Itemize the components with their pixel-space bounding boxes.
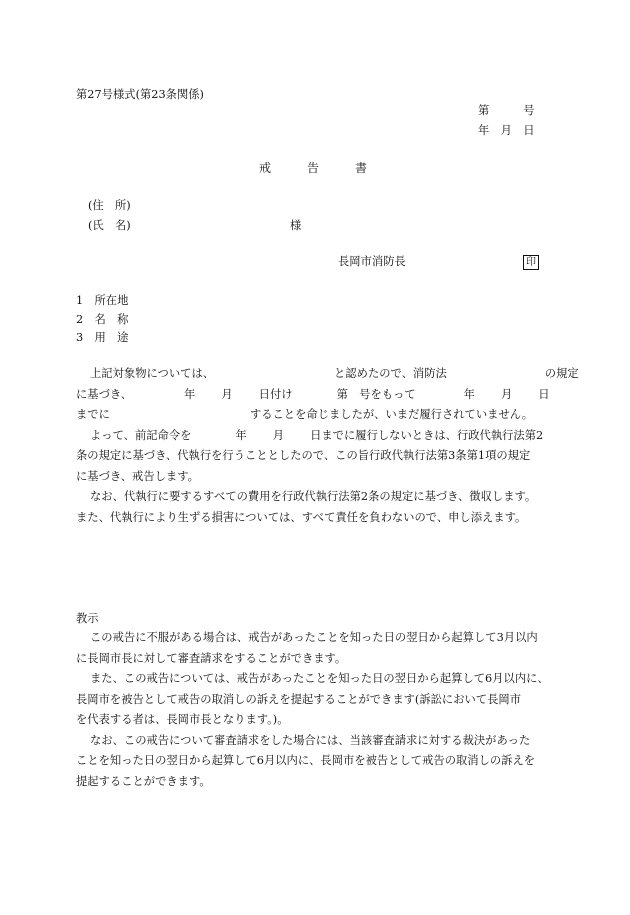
- item-use: 3 用 途: [76, 331, 129, 344]
- document-date: 年 月 日: [478, 124, 535, 137]
- body-line: 上記対象物については、 と認めたので、消防法 の規定: [90, 367, 579, 380]
- notice-heading: 教示: [76, 612, 99, 625]
- form-title: 第27号様式(第23条関係): [76, 88, 204, 101]
- body-line: よって、前記命令を 年 月 日までに履行しないときは、行政代執行法第2: [90, 428, 544, 442]
- honorific: 様: [290, 219, 302, 232]
- notice-line: ことを知った日の翌日から起算して6月以内に、長岡市を被告として戒告の取消しの訴えを: [76, 754, 536, 767]
- notice-line: 長岡市を被告として戒告の取消しの訴えを提起することができます(訴訟において長岡市: [76, 692, 521, 706]
- item-location: 1 所在地: [76, 294, 129, 307]
- address-label: (住 所): [88, 199, 131, 212]
- body-line: 条の規定に基づき、代執行を行うこととしたので、この旨行政代執行法第3条第1項の規定: [76, 449, 531, 462]
- seal-stamp: 印: [523, 255, 539, 270]
- notice-line: この戒告に不服がある場合は、戒告があったことを知った日の翌日から起算して3月以内: [90, 631, 538, 644]
- body-line: なお、代執行に要するすべての費用を行政代執行法第2条の規定に基づき、徴収します。: [90, 490, 537, 503]
- notice-line: を代表する者は、長岡市長となります。)。: [76, 713, 289, 726]
- item-name: 2 名 称: [76, 313, 129, 326]
- sender-name: 長岡市消防長: [338, 255, 406, 268]
- body-line: また、代執行により生ずる損害については、すべて責任を負わないので、申し添えます。: [76, 510, 527, 524]
- document-title: 戒 告 書: [259, 161, 368, 175]
- body-line: に基づき、 年 月 日付け 第 号をもって 年 月 日: [76, 387, 550, 401]
- name-label: (氏 名): [88, 219, 131, 232]
- document-number: 第 号: [478, 104, 535, 117]
- notice-line: 提起することができます。: [76, 774, 211, 788]
- notice-body: [76, 628, 556, 792]
- notice-line: に長岡市長に対して審査請求をすることができます。: [76, 651, 347, 665]
- body-line: に基づき、戒告します。: [76, 469, 199, 483]
- body-line: までに することを命じましたが、いまだ履行されていません。: [76, 408, 534, 421]
- notice-line: なお、この戒告について審査請求をした場合には、当該審査請求に対する裁決があった: [90, 733, 531, 747]
- notice-line: また、この戒告については、戒告があったことを知った日の翌日から起算して6月以内に、: [90, 672, 549, 685]
- warning-body: [76, 364, 579, 528]
